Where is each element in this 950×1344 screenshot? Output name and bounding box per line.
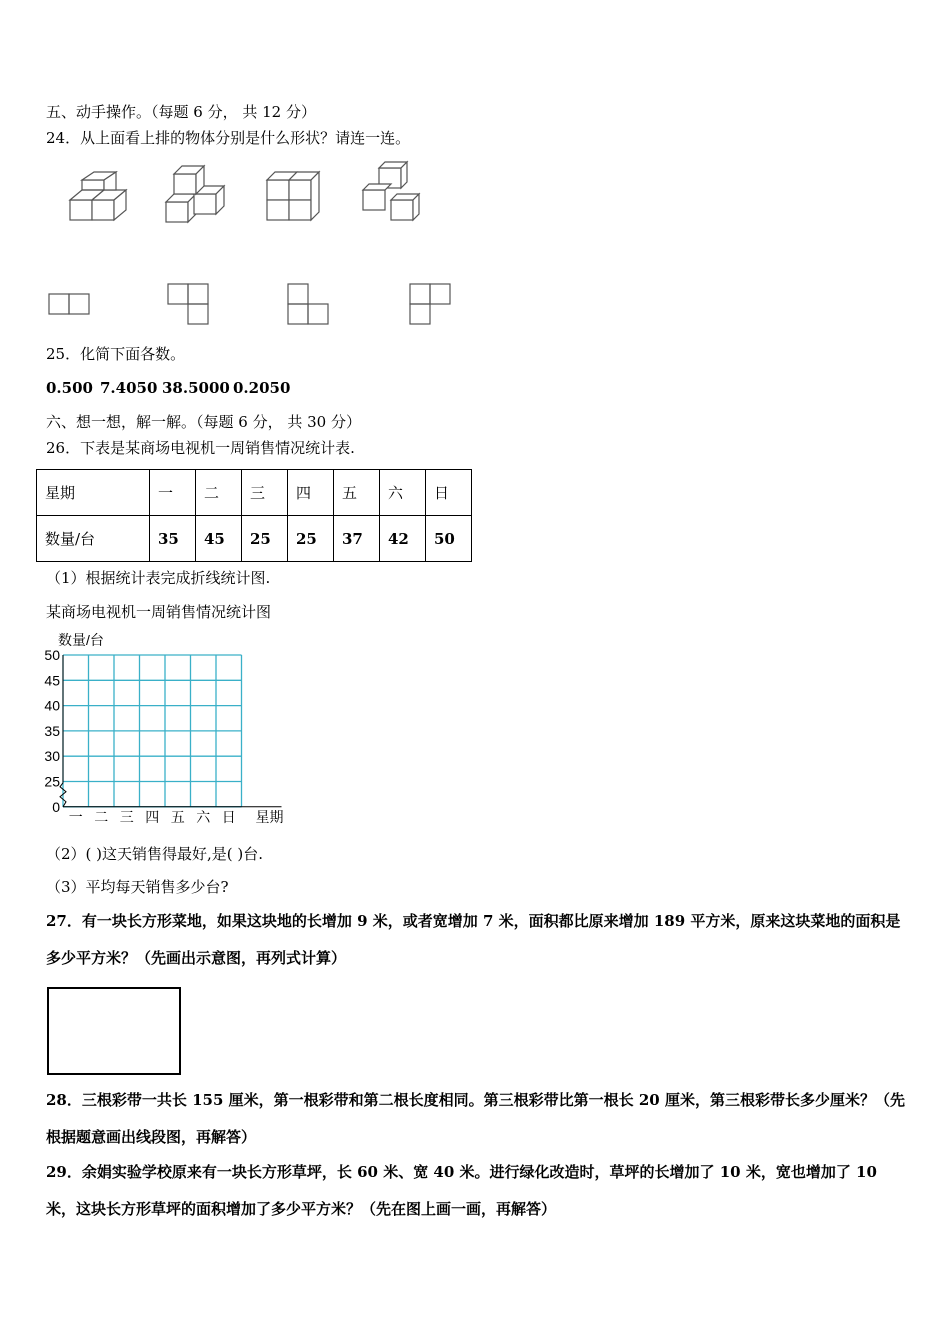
table-cell: 四: [288, 470, 334, 516]
question-25: 25．化简下面各数。: [46, 345, 186, 363]
number-2: 7.4050: [100, 379, 158, 397]
table-cell: 50: [426, 516, 472, 562]
x-tick-label: 五: [170, 808, 185, 825]
top-view-shape-3-icon: [288, 284, 328, 324]
table-row: [37, 470, 472, 516]
table-row: [37, 516, 472, 562]
sales-table: [36, 469, 472, 562]
cube-figure-2-icon: [166, 166, 224, 222]
section-heading-5: 五、动手操作。（每题 6 分， 共 12 分）: [46, 103, 316, 121]
top-view-shape-4-icon: [410, 284, 450, 324]
question-29: 29．余娟实验学校原来有一块长方形草坪，长 60 米、宽 40 米。进行绿化改造时，草坪的长增加了 10 米，宽也增加了 10 米，这块长方形草坪的面积增加了多少平方米？（先在图上画一画，再解答）: [46, 1163, 877, 1218]
chart-title: 某商场电视机一周销售情况统计图: [46, 603, 272, 621]
table-cell: 37: [334, 516, 380, 562]
question-26-part-2: （2）( )这天销售得最好,是( )台.: [46, 845, 264, 863]
table-cell: 35: [150, 516, 196, 562]
table-cell: 六: [380, 470, 426, 516]
cube-figure-1-icon: [70, 172, 126, 220]
table-cell: 三: [242, 470, 288, 516]
y-tick-label: 25: [44, 773, 60, 790]
x-tick-label: 二: [94, 808, 109, 825]
drawing-box[interactable]: [47, 987, 181, 1075]
table-cell: 一: [150, 470, 196, 516]
table-row-label: 数量/台: [37, 516, 150, 562]
question-27: 27．有一块长方形菜地，如果这块地的长增加 9 米，或者宽增加 7 米，面积都比原来增加 189 平方米，原来这块菜地的面积是多少平方米？（先画出示意图，再列式计算）: [46, 912, 901, 967]
table-cell: 45: [196, 516, 242, 562]
question-24: 24．从上面看上排的物体分别是什么形状？请连一连。: [46, 129, 411, 147]
cube-figures-row: [60, 158, 440, 226]
number-3: 38.5000: [162, 379, 230, 397]
top-view-shape-2-icon: [168, 284, 208, 324]
y-axis-label: 数量/台: [58, 632, 104, 648]
y-tick-label: 35: [44, 722, 60, 739]
table-cell: 二: [196, 470, 242, 516]
question-26: 26．下表是某商场电视机一周销售情况统计表.: [46, 439, 355, 457]
x-tick-label: 六: [196, 808, 211, 825]
y-tick-label: 0: [52, 798, 60, 815]
question-26-part-1: （1）根据统计表完成折线统计图.: [46, 569, 271, 587]
table-cell: 25: [242, 516, 288, 562]
cube-figure-3-icon: [267, 172, 319, 220]
x-tick-label: 四: [145, 808, 160, 825]
y-tick-label: 30: [44, 748, 60, 765]
section-heading-6: 六、想一想，解一解。（每题 6 分， 共 30 分）: [46, 413, 361, 431]
table-cell: 42: [380, 516, 426, 562]
y-tick-label: 45: [44, 672, 60, 689]
question-26-part-3: （3）平均每天销售多少台?: [46, 878, 229, 896]
y-tick-label: 50: [44, 647, 60, 663]
sales-line-chart: [30, 628, 310, 833]
number-1: 0.500: [46, 379, 93, 397]
table-cell: 日: [426, 470, 472, 516]
top-view-shape-1-icon: [49, 294, 89, 314]
x-axis-label: 星期: [255, 808, 284, 825]
cube-figure-4-icon: [363, 162, 419, 220]
x-tick-label: 一: [68, 808, 83, 825]
table-header-label: 星期: [37, 470, 150, 516]
table-cell: 五: [334, 470, 380, 516]
top-view-shapes-row: [46, 282, 456, 330]
x-tick-label: 日: [221, 808, 236, 825]
y-tick-label: 40: [44, 697, 60, 714]
table-cell: 25: [288, 516, 334, 562]
question-28: 28．三根彩带一共长 155 厘米，第一根彩带和第二根长度相同。第三根彩带比第一根长 20 厘米，第三根彩带长多少厘米？（先根据题意画出线段图，再解答）: [46, 1091, 905, 1146]
number-4: 0.2050: [233, 379, 291, 397]
x-tick-label: 三: [119, 808, 134, 825]
